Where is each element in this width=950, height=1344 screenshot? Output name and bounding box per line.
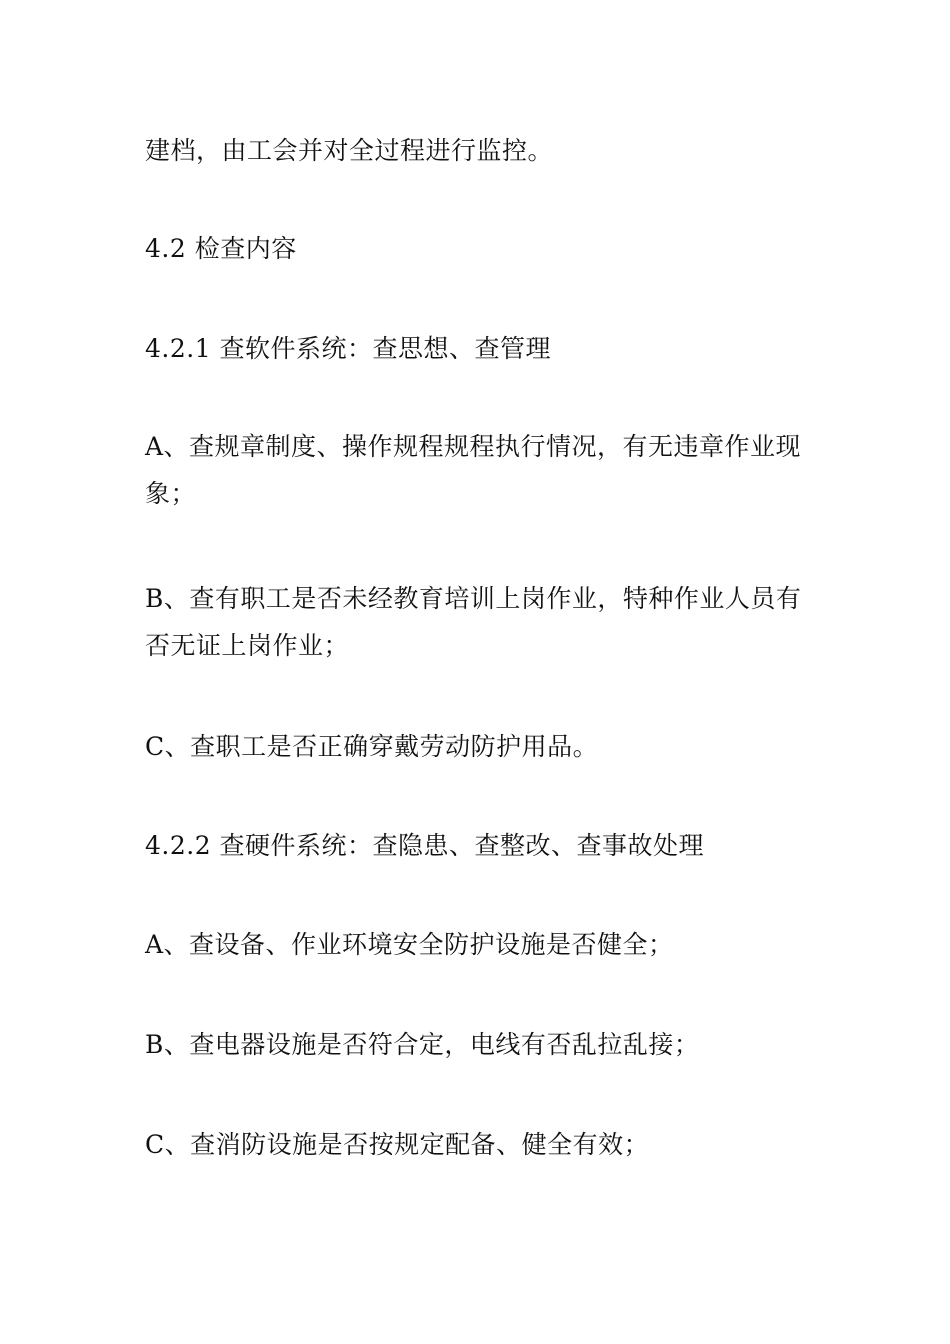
list-item-hardware-b: B、查电器设施是否符合定，电线有否乱拉乱接； xyxy=(145,1030,700,1059)
list-item-hardware-c: C、查消防设施是否按规定配备、健全有效； xyxy=(145,1130,650,1159)
paragraph-continuation: 建档，由工会并对全过程进行监控。 xyxy=(145,136,554,165)
list-item-software-c: C、查职工是否正确穿戴劳动防护用品。 xyxy=(145,732,599,761)
list-item-software-b: B、查有职工是否未经教育培训上岗作业，特种作业人员有否无证上岗作业； xyxy=(145,584,802,660)
subsection-heading-4-2-1: 4.2.1 查软件系统：查思想、查管理 xyxy=(145,334,552,363)
subsection-heading-4-2-2: 4.2.2 查硬件系统：查隐患、查整改、查事故处理 xyxy=(145,831,705,860)
list-item-software-a: A、查规章制度、操作规程规程执行情况，有无违章作业现象； xyxy=(145,432,802,508)
section-heading-4-2: 4.2 检查内容 xyxy=(145,234,297,263)
list-item-hardware-a: A、查设备、作业环境安全防护设施是否健全； xyxy=(145,930,674,959)
